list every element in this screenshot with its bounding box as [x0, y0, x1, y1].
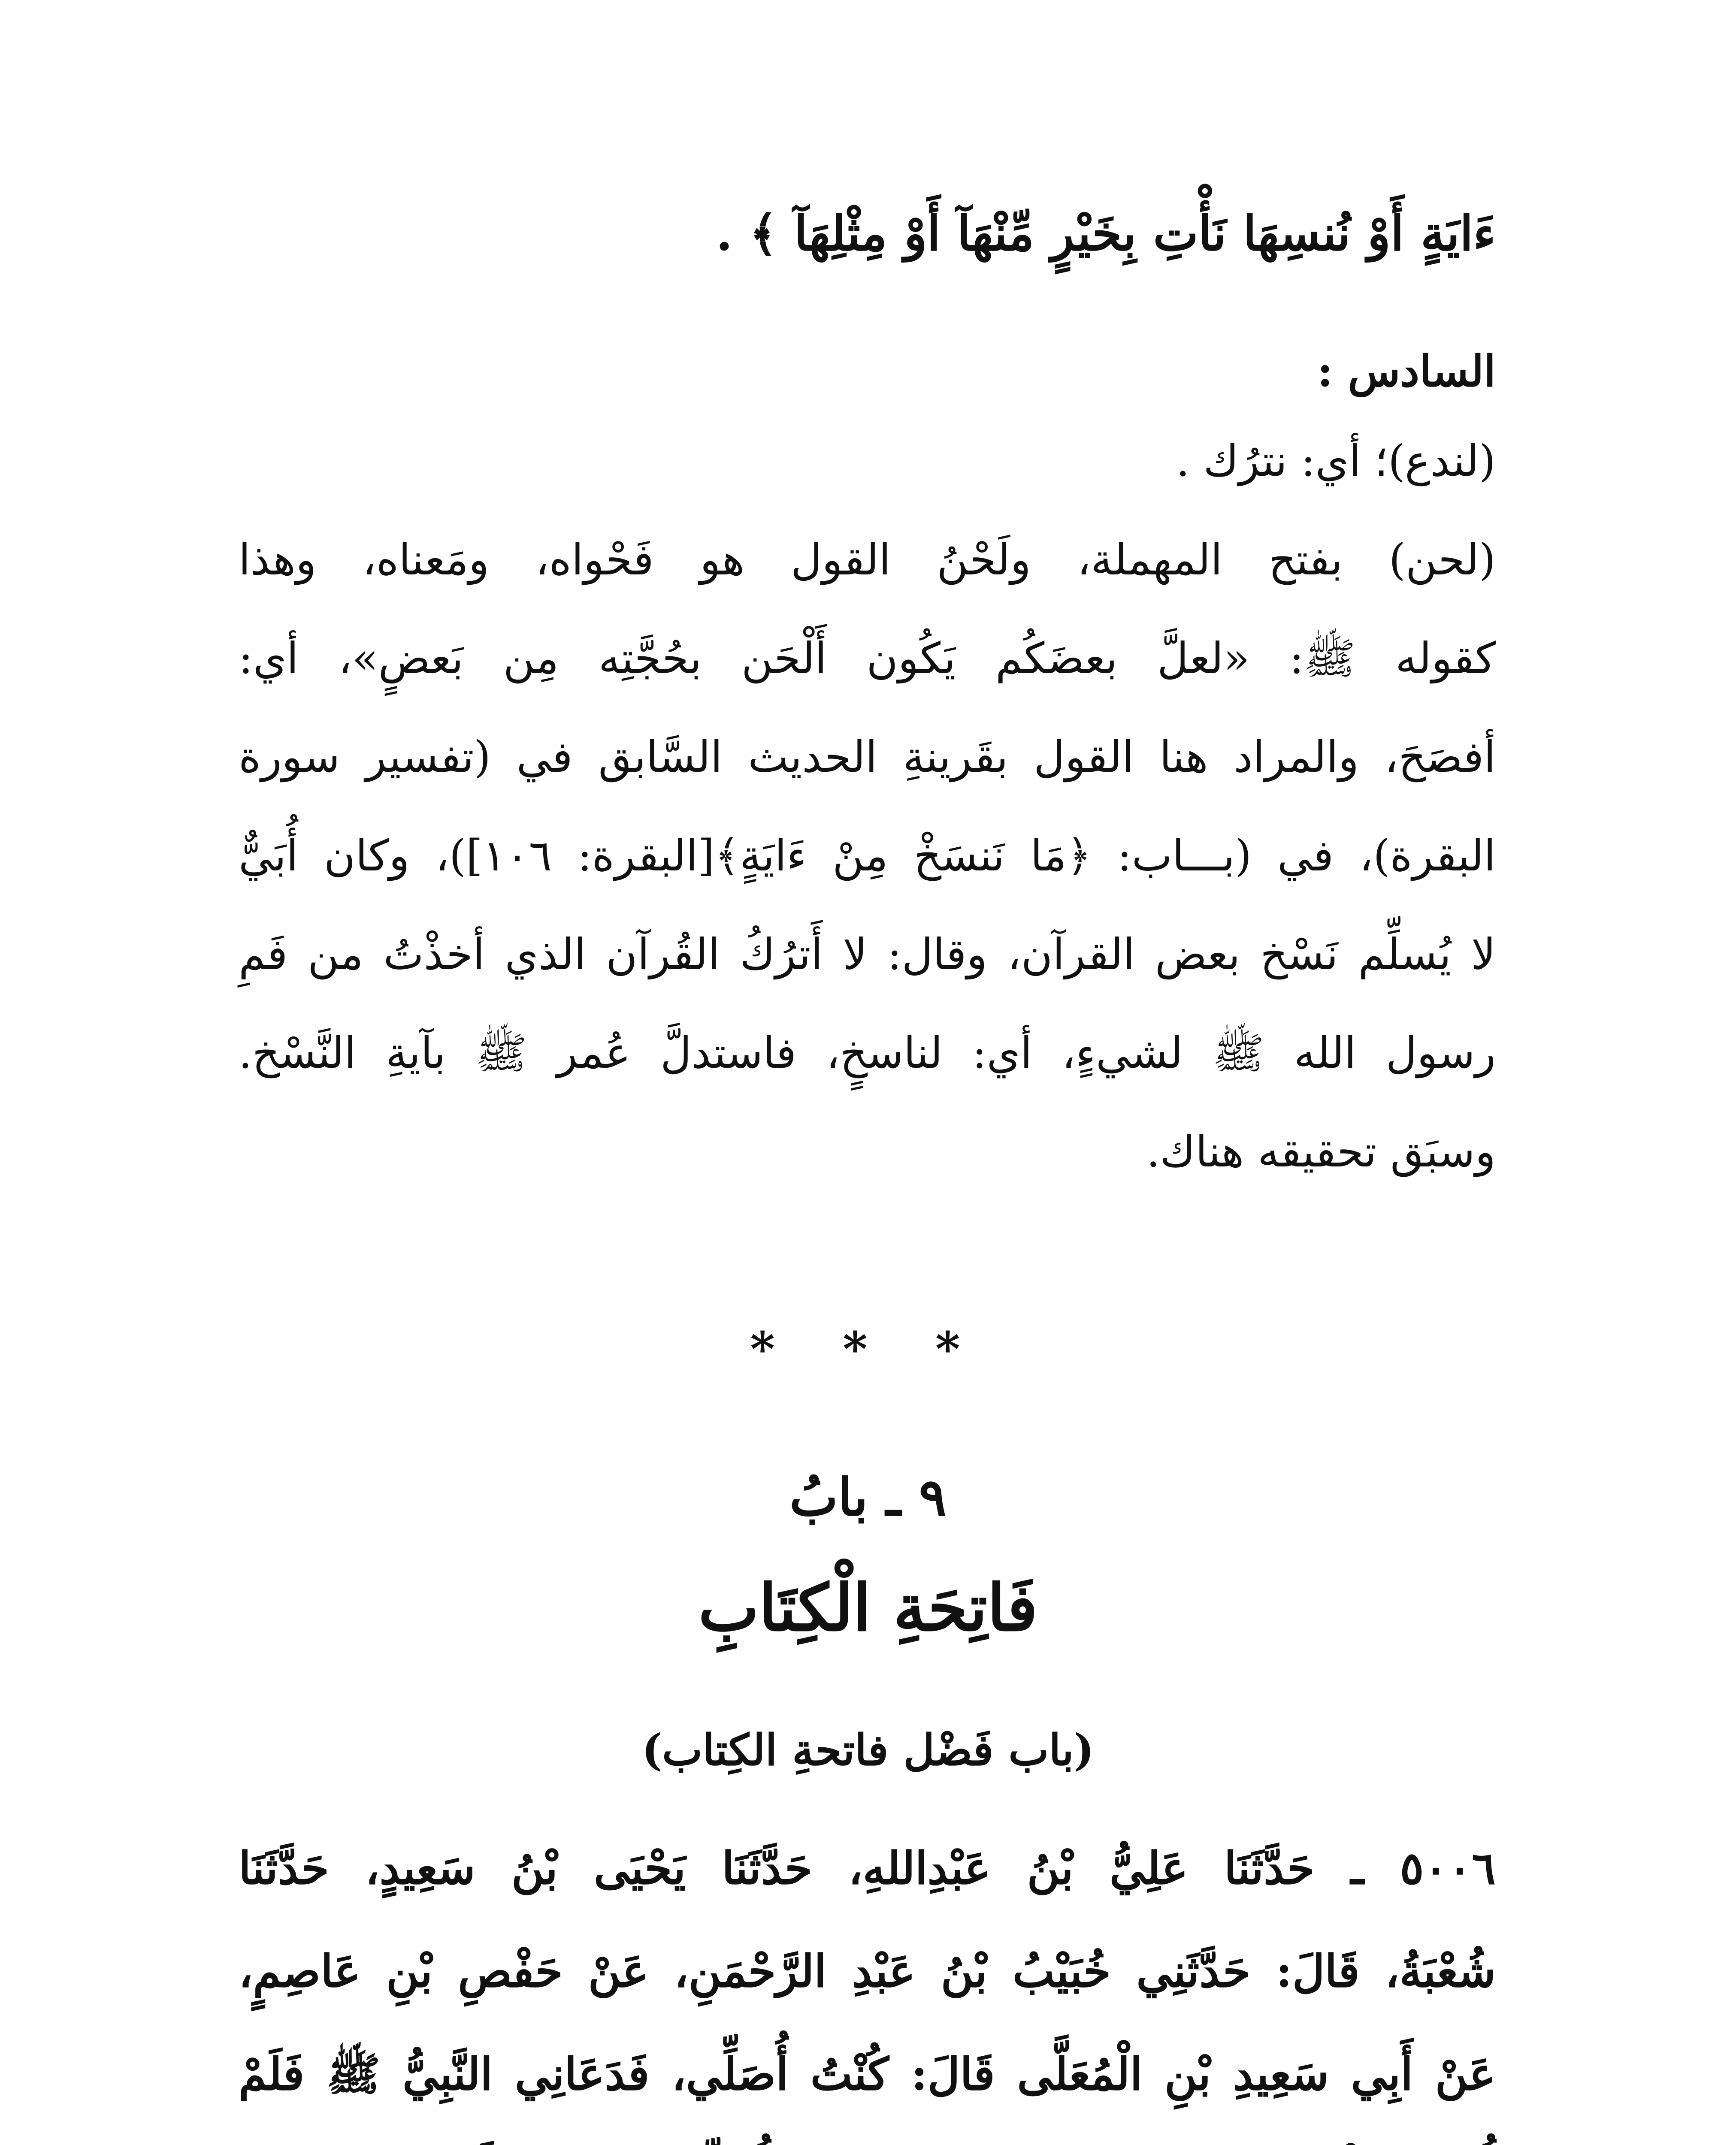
paragraph-line: كقوله ﷺ: «لعلَّ بعضَكُم يَكُون أَلْحَن بحُجَّتِه مِن بَعضٍ»، أي:: [239, 633, 1496, 683]
paragraph-line: البقرة)، في (بـــاب: ﴿مَا نَنسَخْ مِنْ ءَايَةٍ﴾[البقرة: ١٠٦])، وكان أُبَيٌّ: [239, 831, 1496, 881]
paragraph-line: لا يُسلِّم نَسْخ بعض القرآن، وقال: لا أَترُكُ القُرآن الذي أخذْتُ من فَمِ: [239, 929, 1496, 979]
quran-verse-tail: ءَايَةٍ أَوْ نُنسِهَا نَأْتِ بِخَيْرٍ مِّنْهَآ أَوْ مِثْلِهَآ ﴾ .: [716, 205, 1496, 262]
hadith-line: شُعْبَةُ، قَالَ: حَدَّثَنِي خُبَيْبُ بْنُ عَبْدِ الرَّحْمَنِ، عَنْ حَفْصِ بْنِ عَاصِمٍ،: [239, 1945, 1496, 1997]
section-separator: * * *: [750, 1321, 986, 1377]
chapter-subtitle: (باب فَضْل فاتحةِ الكِتاب): [641, 1725, 1095, 1775]
hadith-line: ٥٠٠٦ ـ حَدَّثَنَا عَلِيُّ بْنُ عَبْدِاللهِ، حَدَّثَنَا يَحْيَى بْنُ سَعِيدٍ، حَدَّثَنَا: [239, 1842, 1496, 1894]
section-label: السادس :: [1317, 346, 1496, 396]
paragraph-line: أفصَحَ، والمراد هنا القول بقَرينةِ الحديث السَّابق في (تفسير سورة: [239, 732, 1496, 782]
paragraph-line: (لندع)؛ أي: نترُك .: [1176, 436, 1496, 486]
chapter-title: فَاتِحَةِ الْكِتَابِ: [698, 1570, 1038, 1646]
chapter-number: ٩ ـ بابُ: [789, 1467, 947, 1528]
paragraph-line: وسبَق تحقيقه هناك.: [1146, 1127, 1496, 1177]
paragraph-line: رسول الله ﷺ لشيءٍ، أي: لناسخٍ، فاستدلَّ عُمر ﷺ بآيةِ النَّسْخ.: [239, 1028, 1496, 1078]
hadith-line: عَنْ أَبِي سَعِيدِ بْنِ الْمُعَلَّى قَالَ: كُنْتُ أُصَلِّي، فَدَعَانِي النَّبِيُّ ﷺ فَلَمْ: [239, 2048, 1496, 2100]
paragraph-line: (لحن) بفتح المهملة، ولَحْنُ القول هو فَحْواه، ومَعناه، وهذا: [239, 535, 1496, 585]
